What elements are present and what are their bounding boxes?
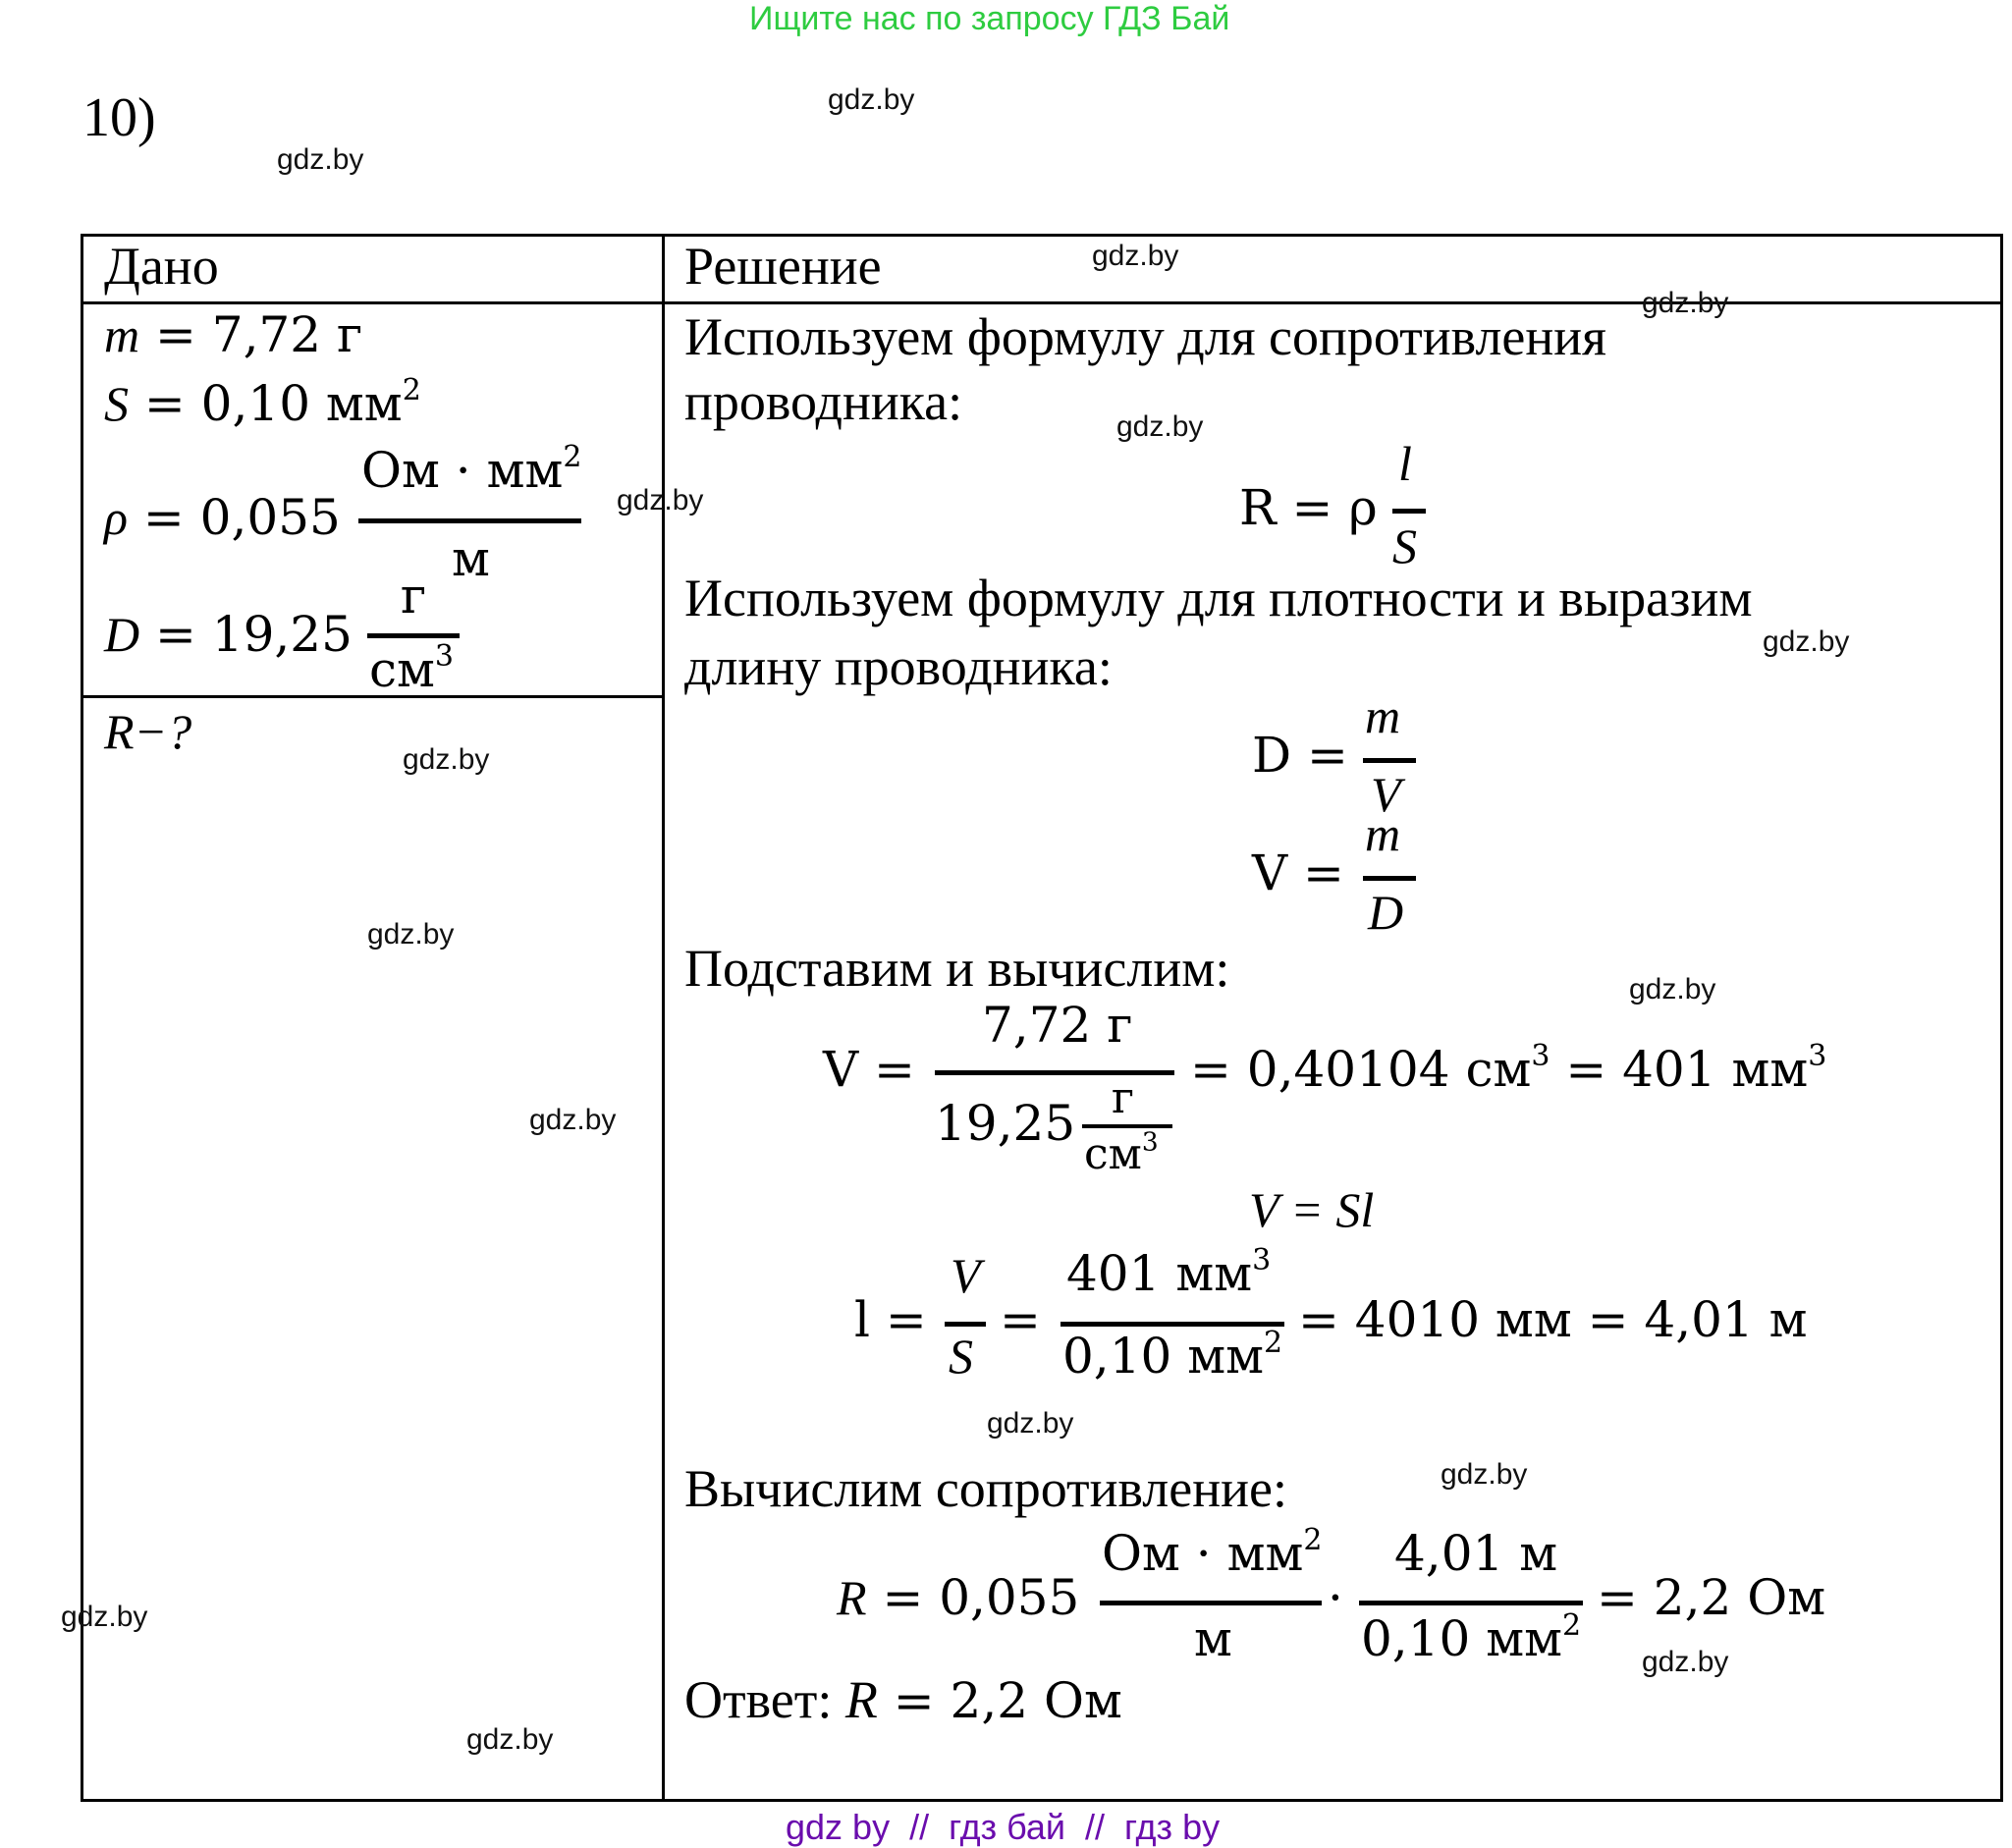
formula-volume-calc-denominator-unit-denominator: $см^3$ xyxy=(1084,1126,1159,1179)
formula-length-denominator-1: S xyxy=(949,1329,973,1384)
watermark: gdz.by xyxy=(617,484,704,516)
answer: Ответ: R = 2,2 Ом xyxy=(684,1670,1122,1729)
watermark: gdz.by xyxy=(828,83,915,116)
table-column-divider xyxy=(662,234,665,1802)
solution-text-1: Используем формулу для сопротивления xyxy=(684,307,1607,366)
formula-resistance-calc-denominator-2: 0,10 $мм^2$ xyxy=(1361,1608,1582,1667)
watermark: gdz.by xyxy=(1763,625,1850,658)
formula-resistance-calc-denominator-1: м xyxy=(1194,1610,1232,1667)
watermark: gdz.by xyxy=(529,1104,617,1136)
formula-resistance-lhs: R = ρ xyxy=(1239,479,1378,536)
given-resistivity: ρ = 0,055 xyxy=(104,489,341,546)
given-header: Дано xyxy=(104,237,219,296)
formula-length-lhs: l = xyxy=(854,1291,927,1348)
table-bottom-border xyxy=(81,1799,2003,1802)
given-density-denominator: $см^3$ xyxy=(369,639,454,698)
given-resistivity-denominator: м xyxy=(452,530,490,587)
formula-volume-calc-denominator-value: 19,25 xyxy=(935,1095,1076,1152)
formula-length-result: = 4010 мм = 4,01 м xyxy=(1298,1291,1808,1348)
watermark: gdz.by xyxy=(1116,410,1204,443)
formula-resistance-calc-multiply: · xyxy=(1328,1569,1343,1626)
formula-volume-area-length: V = Sl xyxy=(1249,1182,1375,1237)
formula-density-lhs: D = xyxy=(1252,727,1348,784)
watermark: gdz.by xyxy=(277,143,364,176)
solution-header: Решение xyxy=(684,237,882,296)
given-density: D = 19,25 xyxy=(104,606,353,663)
formula-volume-denominator: D xyxy=(1368,885,1404,940)
formula-volume-calc-denominator-unit-numerator: г xyxy=(1112,1073,1135,1123)
formula-resistance-calc-fraction-bar-2 xyxy=(1359,1601,1583,1605)
solution-text-5: Подставим и вычислим: xyxy=(684,939,1230,998)
given-area: S = 0,10 $мм^2$ xyxy=(104,373,421,432)
formula-resistance-calc-lhs: R = 0,055 xyxy=(837,1569,1080,1626)
formula-resistance-denominator: S xyxy=(1392,518,1417,573)
formula-density-fraction-bar xyxy=(1363,758,1416,763)
formula-volume-numerator: m xyxy=(1365,806,1401,861)
footer-links: gdz by // гдз бай // гдз by xyxy=(786,1807,1221,1847)
formula-length-numerator-2: 401 $мм^3$ xyxy=(1066,1243,1272,1302)
watermark: gdz.by xyxy=(403,743,490,776)
solution-text-2: проводника: xyxy=(684,372,963,431)
watermark: gdz.by xyxy=(1642,1646,1729,1678)
formula-volume-calc-result: = 0,40104 $см^3 = 401$ $мм^3$ xyxy=(1190,1039,1827,1098)
formula-length-fraction-bar-2 xyxy=(1060,1322,1284,1327)
formula-resistance-calc-result: = 2,2 Ом xyxy=(1597,1569,1826,1626)
formula-resistance-calc-numerator-1: Ом · $мм^2$ xyxy=(1102,1523,1323,1582)
given-mass: m = 7,72 г xyxy=(104,306,363,363)
table-right-border xyxy=(2000,234,2003,1802)
watermark: gdz.by xyxy=(1441,1458,1528,1491)
formula-volume-calc-denominator-unit-bar xyxy=(1082,1124,1172,1128)
given-resistivity-fraction-bar xyxy=(358,518,581,523)
formula-volume-calc-numerator: 7,72 г xyxy=(982,997,1133,1054)
formula-resistance-fraction-bar xyxy=(1392,509,1426,514)
top-banner: Ищите нас по запросу ГДЗ Бай xyxy=(749,0,1230,37)
watermark: gdz.by xyxy=(987,1407,1074,1440)
formula-density-denominator: V xyxy=(1371,767,1401,822)
given-density-numerator: г xyxy=(401,568,427,625)
formula-length-equals: = xyxy=(1000,1291,1041,1348)
formula-volume-fraction-bar xyxy=(1363,876,1416,881)
watermark: gdz.by xyxy=(367,918,455,951)
given-resistivity-numerator: Ом · $мм^2$ xyxy=(361,440,582,499)
table-left-border xyxy=(81,234,83,1802)
formula-volume-lhs: V = xyxy=(1252,844,1344,901)
watermark: gdz.by xyxy=(1642,287,1729,319)
watermark: gdz.by xyxy=(1092,240,1179,272)
table-top-border xyxy=(81,234,2003,237)
watermark: gdz.by xyxy=(1629,973,1716,1006)
watermark: gdz.by xyxy=(466,1723,554,1756)
formula-volume-calc-lhs: V = xyxy=(823,1041,915,1098)
find-resistance: R−? xyxy=(104,704,192,759)
formula-volume-calc-fraction-bar xyxy=(935,1070,1174,1075)
formula-resistance-calc-numerator-2: 4,01 м xyxy=(1394,1525,1558,1582)
formula-length-numerator-1: V xyxy=(951,1248,981,1303)
solution-text-3: Используем формулу для плотности и выразим xyxy=(684,569,1753,627)
solution-text-6: Вычислим сопротивление: xyxy=(684,1459,1287,1518)
formula-resistance-numerator: l xyxy=(1398,436,1412,491)
formula-length-denominator-2: 0,10 $мм^2$ xyxy=(1062,1326,1283,1385)
watermark: gdz.by xyxy=(61,1601,148,1633)
formula-density-numerator: m xyxy=(1365,688,1401,743)
formula-resistance-calc-fraction-bar-1 xyxy=(1100,1601,1322,1605)
solution-text-4: длину проводника: xyxy=(684,637,1113,696)
formula-length-fraction-bar-1 xyxy=(945,1322,986,1327)
given-density-fraction-bar xyxy=(367,633,460,638)
task-number: 10) xyxy=(82,87,156,148)
